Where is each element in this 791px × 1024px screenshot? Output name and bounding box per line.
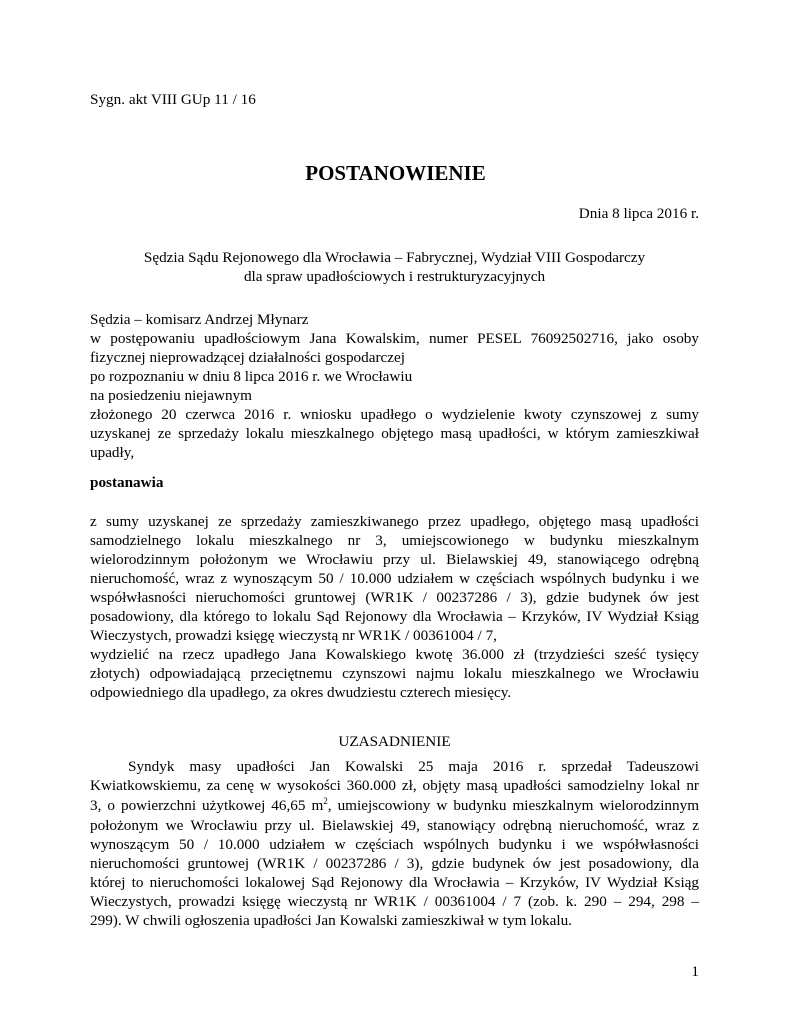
intro-line: uzyskanej ze sprzedaży lokalu mieszkalnego objętego masą upadłości, w którym zamieszkiwał bbox=[90, 425, 699, 442]
decision-line: z sumy uzyskanej ze sprzedaży zamieszkiwanego przez upadłego, objętego masą upadłości bbox=[90, 513, 699, 530]
decision-line: współwłasności nieruchomości gruntowej (WR1K / 00237286 / 3), gdzie budynek ów jest bbox=[90, 589, 699, 606]
intro-line: złożonego 20 czerwca 2016 r. wniosku upadłego o wydzielenie kwoty czynszowej z sumy bbox=[90, 406, 699, 423]
case-signature: Sygn. akt VIII GUp 11 / 16 bbox=[90, 91, 256, 108]
decision-line: odpowiedniego dla upadłego, za okres dwudziestu czterech miesięcy. bbox=[90, 684, 512, 701]
justification-line: nieruchomości gruntowej (WR1K / 00237286 / 3), gdzie budynek ów jest posadowiony, dla bbox=[90, 855, 699, 872]
intro-line: na posiedzeniu niejawnym bbox=[90, 387, 252, 404]
page-number: 1 bbox=[691, 963, 699, 980]
decision-line: samodzielnego lokalu mieszkalnego nr 3, umiejscowionego w budynku mieszkalnym bbox=[90, 532, 699, 549]
justification-line: położonym we Wrocławiu przy ul. Bielawskiej 49, stanowiący odrębną nieruchomość, wraz z bbox=[90, 817, 699, 834]
intro-line: Sędzia – komisarz Andrzej Młynarz bbox=[90, 311, 309, 328]
justification-line: Syndyk masy upadłości Jan Kowalski 25 maja 2016 r. sprzedał Tadeuszowi bbox=[128, 758, 699, 775]
justification-line bbox=[90, 796, 699, 815]
justification-line: Wieczystych, prowadzi księgę wieczystą nr WR1K / 00361004 / 7 (zob. k. 290 – 294, 298 – bbox=[90, 893, 699, 910]
intro-line: w postępowaniu upadłościowym Jana Kowalskim, numer PESEL 76092502716, jako osoby bbox=[90, 330, 699, 347]
court-line-1: Sędzia Sądu Rejonowego dla Wrocławia – Fabrycznej, Wydział VIII Gospodarczy bbox=[143, 249, 646, 266]
decision-line: posadowiony, dla którego to lokalu Sąd Rejonowy dla Wrocławia – Krzyków, IV Wydział Ksiąg bbox=[90, 608, 699, 625]
intro-line: fizycznej nieprowadzącej działalności gospodarczej bbox=[90, 349, 405, 366]
superscript: 2 bbox=[323, 795, 328, 806]
court-line-2: dla spraw upadłościowych i restrukturyzacyjnych bbox=[243, 268, 546, 285]
justification-line: wynoszącym 50 / 10.000 udziałem w częściach wspólnych budynku i we współwłasności bbox=[90, 836, 699, 853]
decision-heading: postanawia bbox=[90, 474, 164, 491]
justification-text: 3, o powierzchni użytkowej 46,65 m bbox=[90, 797, 324, 814]
justification-text: , umiejscowiony w budynku mieszkalnym wielorodzinnym bbox=[327, 797, 700, 814]
decision-line: złotych) odpowiadającą przeciętnemu czynszowi najmu lokalu mieszkalnego we Wrocławiu bbox=[90, 665, 699, 682]
justification-line: 299). W chwili ogłoszenia upadłości Jan Kowalski zamieszkiwał w tym lokalu. bbox=[90, 912, 572, 929]
document-title: POSTANOWIENIE bbox=[305, 161, 486, 185]
justification-heading: UZASADNIENIE bbox=[338, 733, 451, 750]
justification-line: Kwiatkowskiemu, za cenę w wysokości 360.000 zł, objęty masą upadłości samodzielny lokal nr bbox=[90, 777, 699, 794]
justification-line: której to nieruchomości lokalowej Sąd Rejonowy dla Wrocławia – Krzyków, IV Wydział Ksiąg bbox=[90, 874, 699, 891]
decision-line: Wieczystych, prowadzi księgę wieczystą nr WR1K / 00361004 / 7, bbox=[90, 627, 497, 644]
decision-line: nieruchomość, wraz z wynoszącym 50 / 10.000 udziałem w częściach wspólnych budynku i we bbox=[90, 570, 699, 587]
intro-line: upadły, bbox=[90, 444, 135, 461]
decision-line: wydzielić na rzecz upadłego Jana Kowalskiego kwotę 36.000 zł (trzydzieści sześć tysięcy bbox=[90, 646, 699, 663]
decision-line: wielorodzinnym położonym we Wrocławiu przy ul. Bielawskiej 49, stanowiącego odrębną bbox=[90, 551, 699, 568]
document-date: Dnia 8 lipca 2016 r. bbox=[578, 205, 699, 222]
intro-line: po rozpoznaniu w dniu 8 lipca 2016 r. we Wrocławiu bbox=[90, 368, 413, 385]
